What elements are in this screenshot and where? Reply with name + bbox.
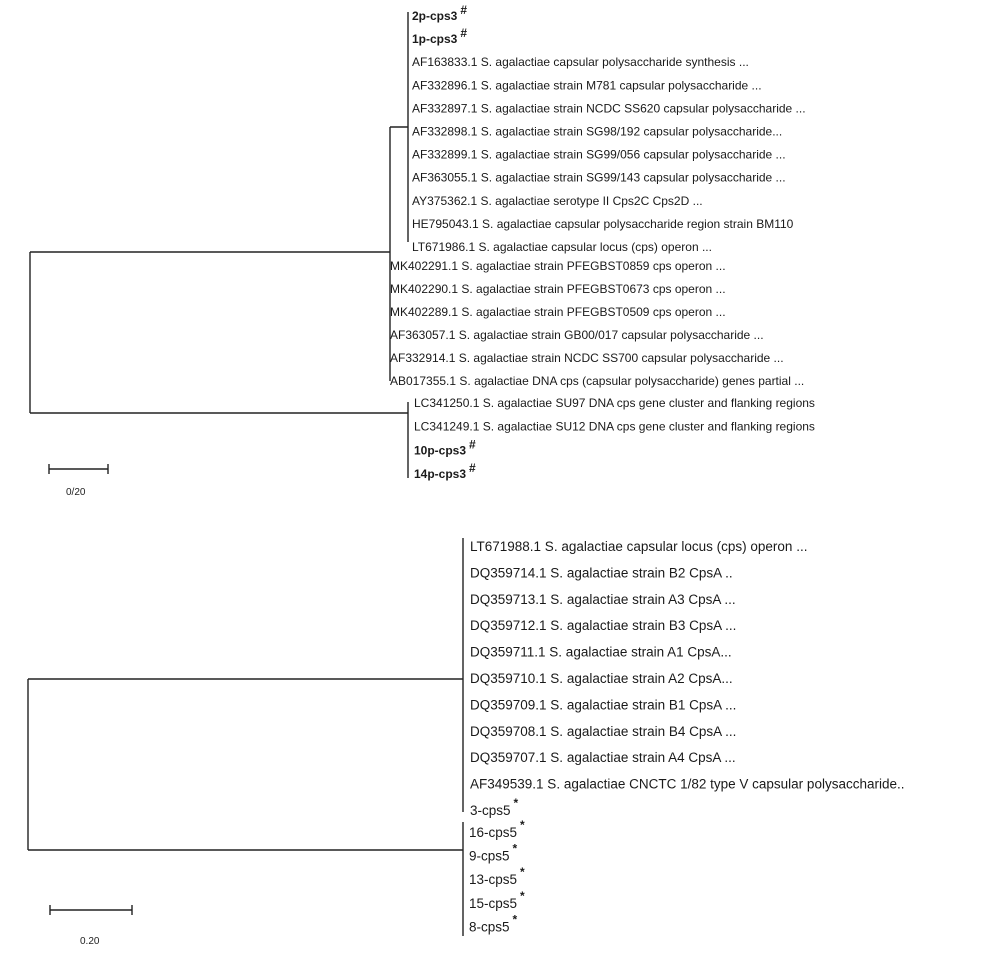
tree2-clade-b-leaf-label: 15-cps5 xyxy=(469,895,518,911)
tree2-clade-a-leaf-label: DQ359709.1 S. agalactiae strain B1 CpsA ... xyxy=(470,697,737,713)
tree2-leaf-labels xyxy=(469,539,905,934)
tree1-clade-a-leaf-label: AF332898.1 S. agalactiae strain SG98/192 capsular polysaccharide... xyxy=(412,124,783,139)
isolate-marker: * xyxy=(520,818,525,832)
tree1-clade-a-leaf-label: LT671986.1 S. agalactiae capsular locus (cps) operon ... xyxy=(412,240,712,254)
tree1-clade-a-leaf-label: HE795043.1 S. agalactiae capsular polysaccharide region strain BM110 xyxy=(412,216,794,231)
tree1-clade-b-leaf-label: AF332914.1 S. agalactiae strain NCDC SS700 capsular polysaccharide ... xyxy=(390,351,784,365)
isolate-marker: * xyxy=(512,912,518,927)
tree1-clade-a-leaf-label: AF363055.1 S. agalactiae strain SG99/143 capsular polysaccharide ... xyxy=(412,170,786,185)
tree2-clade-a-leaf-label: DQ359711.1 S. agalactiae strain A1 CpsA... xyxy=(470,644,732,660)
tree1-clade-b-leaf-label: MK402290.1 S. agalactiae strain PFEGBST0673 cps operon ... xyxy=(390,282,726,296)
tree2-clade-b-leaf-label: 9-cps5 xyxy=(469,848,510,864)
tree1-clade-a-leaf-label: AF332897.1 S. agalactiae strain NCDC SS620 capsular polysaccharide ... xyxy=(412,101,806,116)
tree1-clade-b-leaf-label: MK402289.1 S. agalactiae strain PFEGBST0509 cps operon ... xyxy=(390,305,726,319)
isolate-marker: # xyxy=(460,3,468,17)
tree2-clade-a-leaf-label: DQ359707.1 S. agalactiae strain A4 CpsA ... xyxy=(470,750,736,766)
tree1-clade-a-leaf-label: AF332896.1 S. agalactiae strain M781 capsular polysaccharide ... xyxy=(412,78,762,93)
isolate-marker: # xyxy=(460,26,468,41)
tree2-clade-a-leaf-label: DQ359712.1 S. agalactiae strain B3 CpsA ... xyxy=(470,618,737,634)
tree1-clade-b-leaf-label: MK402291.1 S. agalactiae strain PFEGBST0859 cps operon ... xyxy=(390,259,726,273)
tree1-clade-b-leaf-label: AB017355.1 S. agalactiae DNA cps (capsular polysaccharide) genes partial ... xyxy=(390,374,805,388)
tree1-clade-c-leaf-label: 10p-cps3 xyxy=(414,443,467,458)
tree2-clade-b-leaf-label: 8-cps5 xyxy=(469,919,510,935)
tree1-clade-c-leaf-label: 14p-cps3 xyxy=(414,467,467,482)
tree1-clade-a-leaf-label: 2p-cps3 xyxy=(412,9,458,23)
tree2-branches xyxy=(28,538,463,936)
tree1-clade-a-leaf-label: 1p-cps3 xyxy=(412,32,458,47)
isolate-marker: # xyxy=(469,437,476,452)
tree1-clade-a-leaf-label: AF332899.1 S. agalactiae strain SG99/056 capsular polysaccharide ... xyxy=(412,147,786,162)
tree2-clade-b-leaf-label: 13-cps5 xyxy=(469,872,518,888)
tree2-clade-a-leaf-label: DQ359710.1 S. agalactiae strain A2 CpsA... xyxy=(470,671,733,686)
tree2-clade-a-leaf-label: LT671988.1 S. agalactiae capsular locus (cps) operon ... xyxy=(470,539,808,554)
tree2-clade-a-leaf-label: DQ359708.1 S. agalactiae strain B4 CpsA ... xyxy=(470,723,737,739)
tree1-leaf-labels xyxy=(390,3,815,481)
tree2-clade-a-leaf-label: DQ359714.1 S. agalactiae strain B2 CpsA .. xyxy=(470,565,733,581)
tree1-clade-a-leaf-label: AF163833.1 S. agalactiae capsular polysaccharide synthesis ... xyxy=(412,55,749,70)
tree2-scale-label: 0.20 xyxy=(80,936,100,947)
isolate-marker: * xyxy=(513,796,519,810)
tree1-branches xyxy=(30,12,408,478)
tree2-scale-bar xyxy=(50,905,132,947)
tree1-clade-a-leaf-label: AY375362.1 S. agalactiae serotype II Cps2C Cps2D ... xyxy=(412,193,703,208)
tree1-clade-c-leaf-label: LC341249.1 S. agalactiae SU12 DNA cps gene cluster and flanking regions xyxy=(414,419,815,434)
tree1-clade-c-leaf-label: LC341250.1 S. agalactiae SU97 DNA cps gene cluster and flanking regions xyxy=(414,396,815,410)
tree1-scale-bar xyxy=(49,464,108,498)
tree2-clade-a-leaf-label: AF349539.1 S. agalactiae CNCTC 1/82 type V capsular polysaccharide.. xyxy=(470,776,905,792)
tree2-clade-a-leaf-label: DQ359713.1 S. agalactiae strain A3 CpsA ... xyxy=(470,591,736,607)
tree1-scale-label: 0/20 xyxy=(66,487,86,498)
isolate-marker: * xyxy=(520,888,525,903)
tree2-clade-b-leaf-label: 16-cps5 xyxy=(469,825,518,840)
isolate-marker: # xyxy=(469,461,476,476)
isolate-marker: * xyxy=(520,865,525,880)
isolate-marker: * xyxy=(512,841,518,856)
tree2-clade-a-leaf-label: 3-cps5 xyxy=(470,803,511,818)
tree1-clade-b-leaf-label: AF363057.1 S. agalactiae strain GB00/017 capsular polysaccharide ... xyxy=(390,328,764,342)
